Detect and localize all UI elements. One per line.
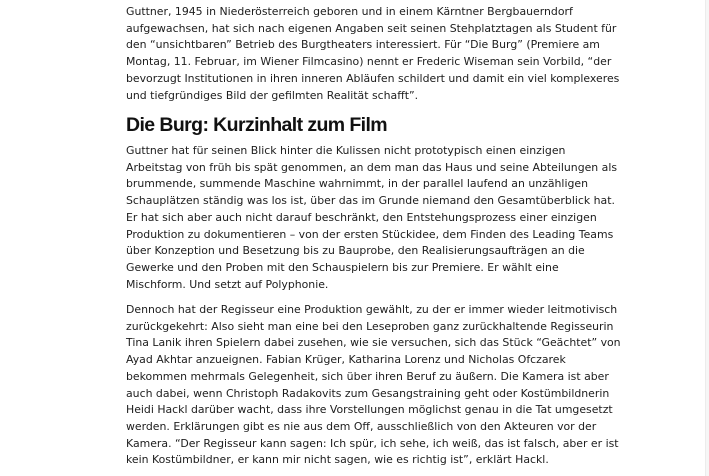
paragraph-line: aufgewachsen, hat sich nach eigenen Angaben seit seinen Stehplatztagen als Student für: [126, 21, 617, 35]
paragraph-line: Guttner hat für seinen Blick hinter die Kulissen nicht prototypisch einen einzigen: [126, 144, 566, 157]
paragraph-line: brummende, summende Maschine wahrnimmt, in der parallel laufend an unzähligen: [126, 177, 588, 191]
paragraph-line: auch dabei, wenn Christoph Radakovits zum Gesangstraining geht oder Kostümbildnerin: [126, 386, 610, 400]
paragraph-line: kein Kostümbildner, er kann mir nicht sagen, wie es richtig ist”, erklärt Hackl.: [126, 453, 549, 467]
paragraph-line: bekommen mehrmals Gelegenheit, sich über ihren Beruf zu äußern. Die Kamera ist aber: [126, 369, 609, 383]
paragraph-line: zurückgekehrt: Also sieht man eine bei den Leseproben ganz zurückhaltende Regisseurin: [126, 319, 614, 333]
paragraph-line: den “unsichtbaren” Betrieb des Burgtheaters interessiert. Für “Die Burg” (Premiere am: [126, 38, 600, 52]
paragraph-line: Gewerke und den Proben mit den Schauspielern bis zur Premiere. Er wählt eine: [126, 260, 559, 274]
section-heading: Die Burg: Kurzinhalt zum Film: [126, 114, 388, 136]
paragraph-line: Schauplätzen ständig was los ist, über das im Grunde niemand den Gesamtüberblick hat.: [126, 194, 615, 208]
paragraph-line: Tina Lanik ihren Spielern dabei zusehen, wie sie versuchen, sich das Stück “Geächtet” von: [126, 336, 621, 350]
paragraph-line: Kamera. “Der Regisseur kann sagen: Ich spür, ich sehe, ich weiß, das ist falsch, aber er ist: [126, 436, 619, 450]
paragraph-line: und tiefgründiges Bild der gefilmten Realität schafft”.: [126, 88, 419, 102]
summary-paragraph: [126, 143, 617, 293]
paragraph-line: über Konzeption und Besetzung bis zu Bauprobe, den Realisierungsaufträgen an die: [126, 244, 585, 258]
paragraph-line: Heidi Hackl darüber wacht, dass ihre Vorstellungen möglichst genau in die Tat umgesetzt: [126, 403, 613, 417]
paragraph-line: Produktion zu dokumentieren – von der ersten Stückidee, dem Finden des Leading Teams: [126, 227, 614, 241]
paragraph-line: werden. Erklärungen gibt es nie aus dem Off, ausschließlich von den Akteuren vor der: [126, 419, 597, 433]
scrollbar-track[interactable]: [705, 0, 709, 476]
paragraph-line: Arbeitstag von früh bis spät genommen, an dem man das Haus und seine Abteilungen als: [126, 160, 618, 174]
paragraph-line: Dennoch hat der Regisseur eine Produktion gewählt, zu der er immer wieder leitmotivisch: [126, 303, 618, 316]
paragraph-line: Mischform. Und setzt auf Polyphonie.: [126, 277, 329, 291]
paragraph-line: Montag, 11. Februar, im Wiener Filmcasino) nennt er Frederic Wiseman sein Vorbild, “der: [126, 55, 612, 69]
paragraph-line: Er hat sich aber auch nicht darauf beschränkt, den Entstehungsprozess einer einzigen: [126, 210, 597, 224]
paragraph-line: Guttner, 1945 in Niederösterreich geboren und in einem Kärntner Bergbauerndorf: [126, 5, 573, 18]
paragraph-line: Ayad Akhtar anzueignen. Fabian Krüger, Katharina Lorenz und Nicholas Ofczarek: [126, 353, 566, 367]
paragraph-line: bevorzugt Institutionen in ihren inneren Abläufen schildert und damit ein viel komplexeres: [126, 71, 620, 85]
detail-paragraph: [126, 302, 621, 469]
intro-paragraph: [126, 4, 619, 104]
